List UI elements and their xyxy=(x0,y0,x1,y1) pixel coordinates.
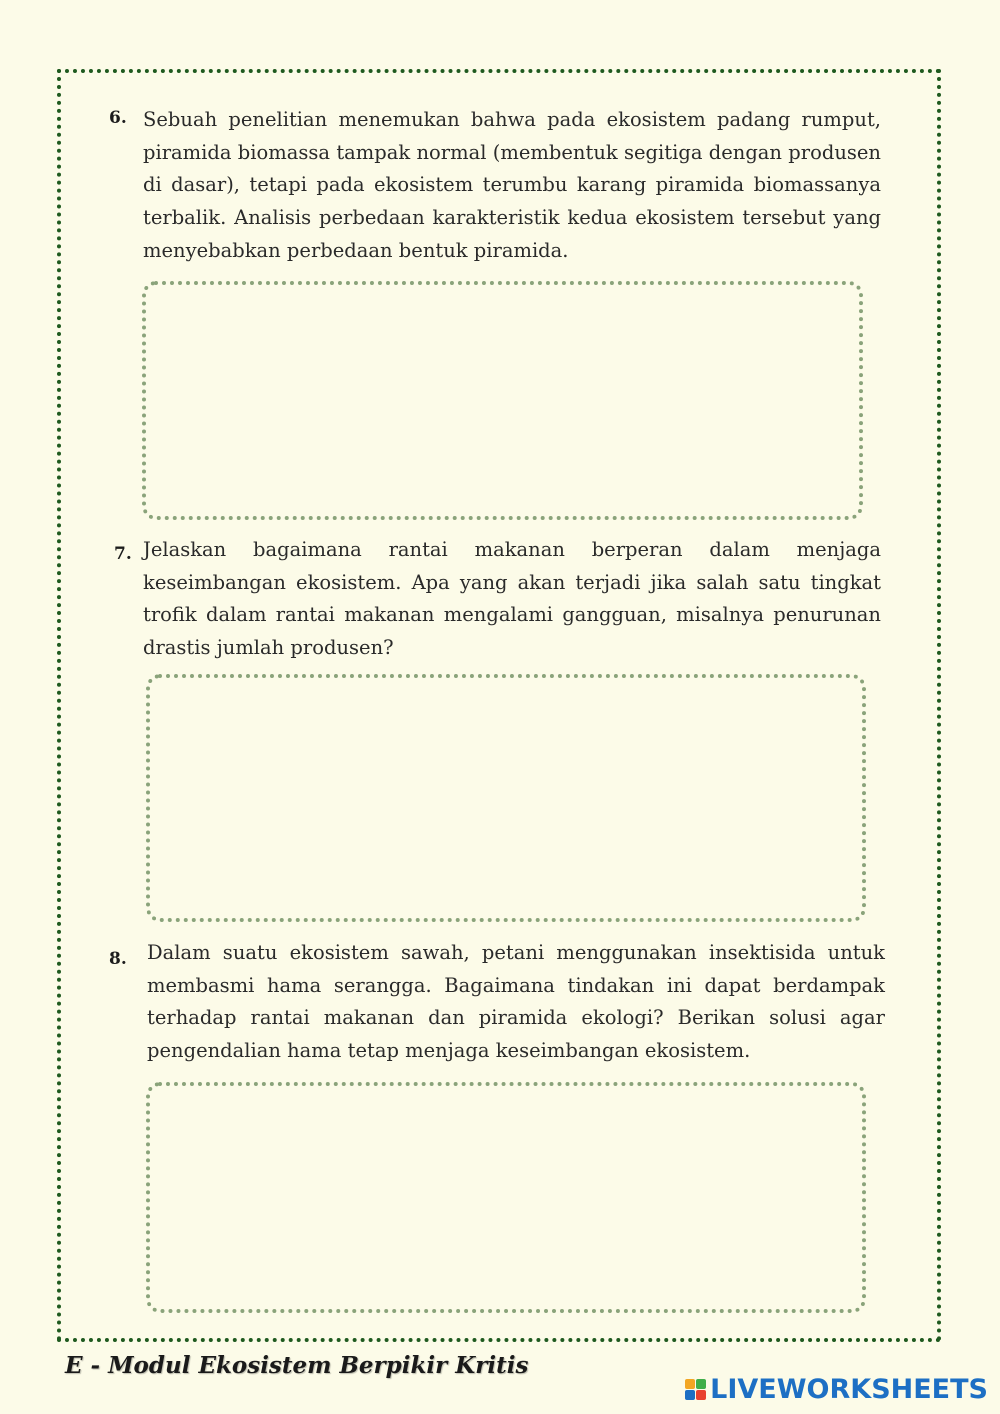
liveworksheets-brand[interactable] xyxy=(685,1374,988,1405)
brand-name: LIVEWORKSHEETS xyxy=(710,1374,988,1405)
question-7-number: 7. xyxy=(114,544,132,564)
question-6-text: Sebuah penelitian menemukan bahwa pada ekosistem padang rumput, piramida biomassa tampak normal (membentuk segitiga dengan produsen di dasar), tetapi pada ekosistem terumbu karang piramida biomassanya terbalik. Analisis perbedaan karakteristik kedua ekosistem tersebut yang menyebabkan perbedaan bentuk piramida. xyxy=(143,108,881,262)
module-title: E - Modul Ekosistem Berpikir Kritis xyxy=(65,1352,529,1379)
question-8-number: 8. xyxy=(109,949,127,969)
answer-box-7[interactable] xyxy=(146,674,866,922)
answer-box-6[interactable] xyxy=(142,281,863,520)
liveworksheets-logo-icon xyxy=(685,1379,706,1400)
question-7-text: Jelaskan bagaimana rantai makanan berperan dalam menjaga keseimbangan ekosistem. Apa yang akan terjadi jika salah satu tingkat trofik dalam rantai makanan mengalami gangguan, misalnya penurunan drastis jumlah produsen? xyxy=(143,538,881,660)
answer-box-8[interactable] xyxy=(146,1082,866,1313)
question-6-number: 6. xyxy=(109,108,127,128)
question-8-text: Dalam suatu ekosistem sawah, petani menggunakan insektisida untuk membasmi hama serangga. Bagaimana tindakan ini dapat berdampak terhadap rantai makanan dan piramida ekologi? Berikan solusi agar pengendalian hama tetap menjaga keseimbangan ekosistem. xyxy=(147,941,885,1063)
